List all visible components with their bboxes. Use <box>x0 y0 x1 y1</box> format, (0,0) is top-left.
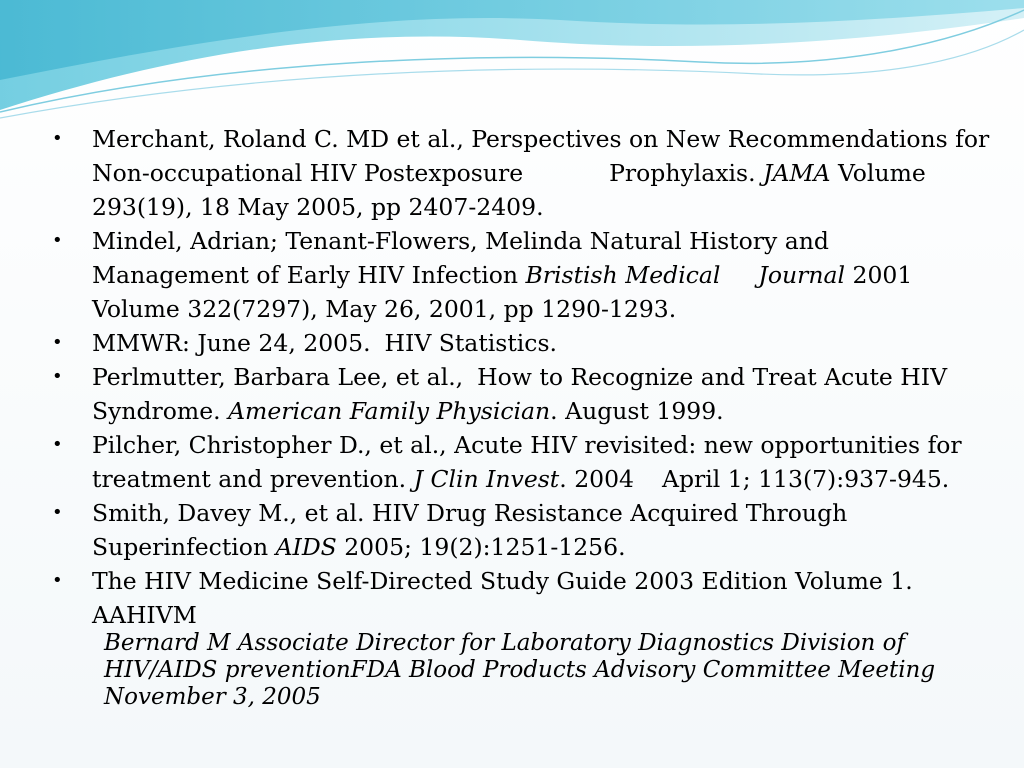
reference-text: Perlmutter, Barbara Lee, et al., <box>92 363 464 391</box>
source-note: Bernard M Associate Director for Laboratory Diagnostics Division of HIV/AIDS preventionFDA Blood Products Advisory Committee Meeting November 3, 2005 <box>104 630 936 710</box>
journal-title: Bristish Medical <box>525 261 721 289</box>
reference-text: 2005; 19(2):1251-1256. <box>336 533 626 561</box>
reference-text: MMWR: June 24, 2005. <box>92 329 371 357</box>
bullet: • <box>52 128 63 149</box>
journal-title: American Family Physician <box>228 397 551 425</box>
reference-text: HIV Statistics. <box>384 329 557 357</box>
bullet: • <box>52 366 63 387</box>
reference-text: April 1; 113(7):937-945. <box>662 465 950 493</box>
reference-text: . August 1999. <box>550 397 724 425</box>
bullet: • <box>52 570 63 591</box>
reference-text: Merchant, Roland C. MD et al., Perspectives on New Recommendations for Non-occupational HIV Postexposure <box>92 125 990 187</box>
reference-text: Smith, Davey M., et al. HIV Drug Resistance Acquired Through Superinfection <box>92 499 848 561</box>
reference-text: Mindel, Adrian; Tenant-Flowers, Melinda Natural History and Management of Early HIV Infection <box>92 227 829 289</box>
journal-title: AIDS <box>275 533 337 561</box>
list-item <box>52 360 992 428</box>
bullet: • <box>52 502 63 523</box>
list-item <box>52 224 992 326</box>
bullet: • <box>52 434 63 455</box>
journal-title: J Clin Invest <box>413 465 560 493</box>
list-item <box>52 564 992 632</box>
list-item <box>52 122 992 224</box>
reference-text: Volume 293(19), 18 May 2005, pp 2407-2409. <box>92 159 926 221</box>
reference-text: The HIV Medicine Self-Directed Study Guide 2003 Edition Volume 1. AAHIVM <box>92 567 913 629</box>
list-item <box>52 326 992 360</box>
reference-text: 2001 Volume 322(7297), May 26, 2001, pp 1290-1293. <box>92 261 913 323</box>
reference-text: Pilcher, Christopher D., et al., Acute HIV revisited: new opportunities for treatment and prevention. <box>92 431 962 493</box>
bullet: • <box>52 332 63 353</box>
journal-title: Journal <box>758 261 846 289</box>
journal-title: JAMA <box>763 159 831 187</box>
reference-list <box>52 122 992 632</box>
decorative-wave <box>0 0 1024 130</box>
reference-text: How to Recognize and Treat Acute HIV Syndrome. <box>92 363 948 425</box>
bullet: • <box>52 230 63 251</box>
list-item <box>52 496 992 564</box>
reference-text: . 2004 <box>559 465 634 493</box>
reference-text: Prophylaxis. <box>609 159 764 187</box>
list-item <box>52 428 992 496</box>
